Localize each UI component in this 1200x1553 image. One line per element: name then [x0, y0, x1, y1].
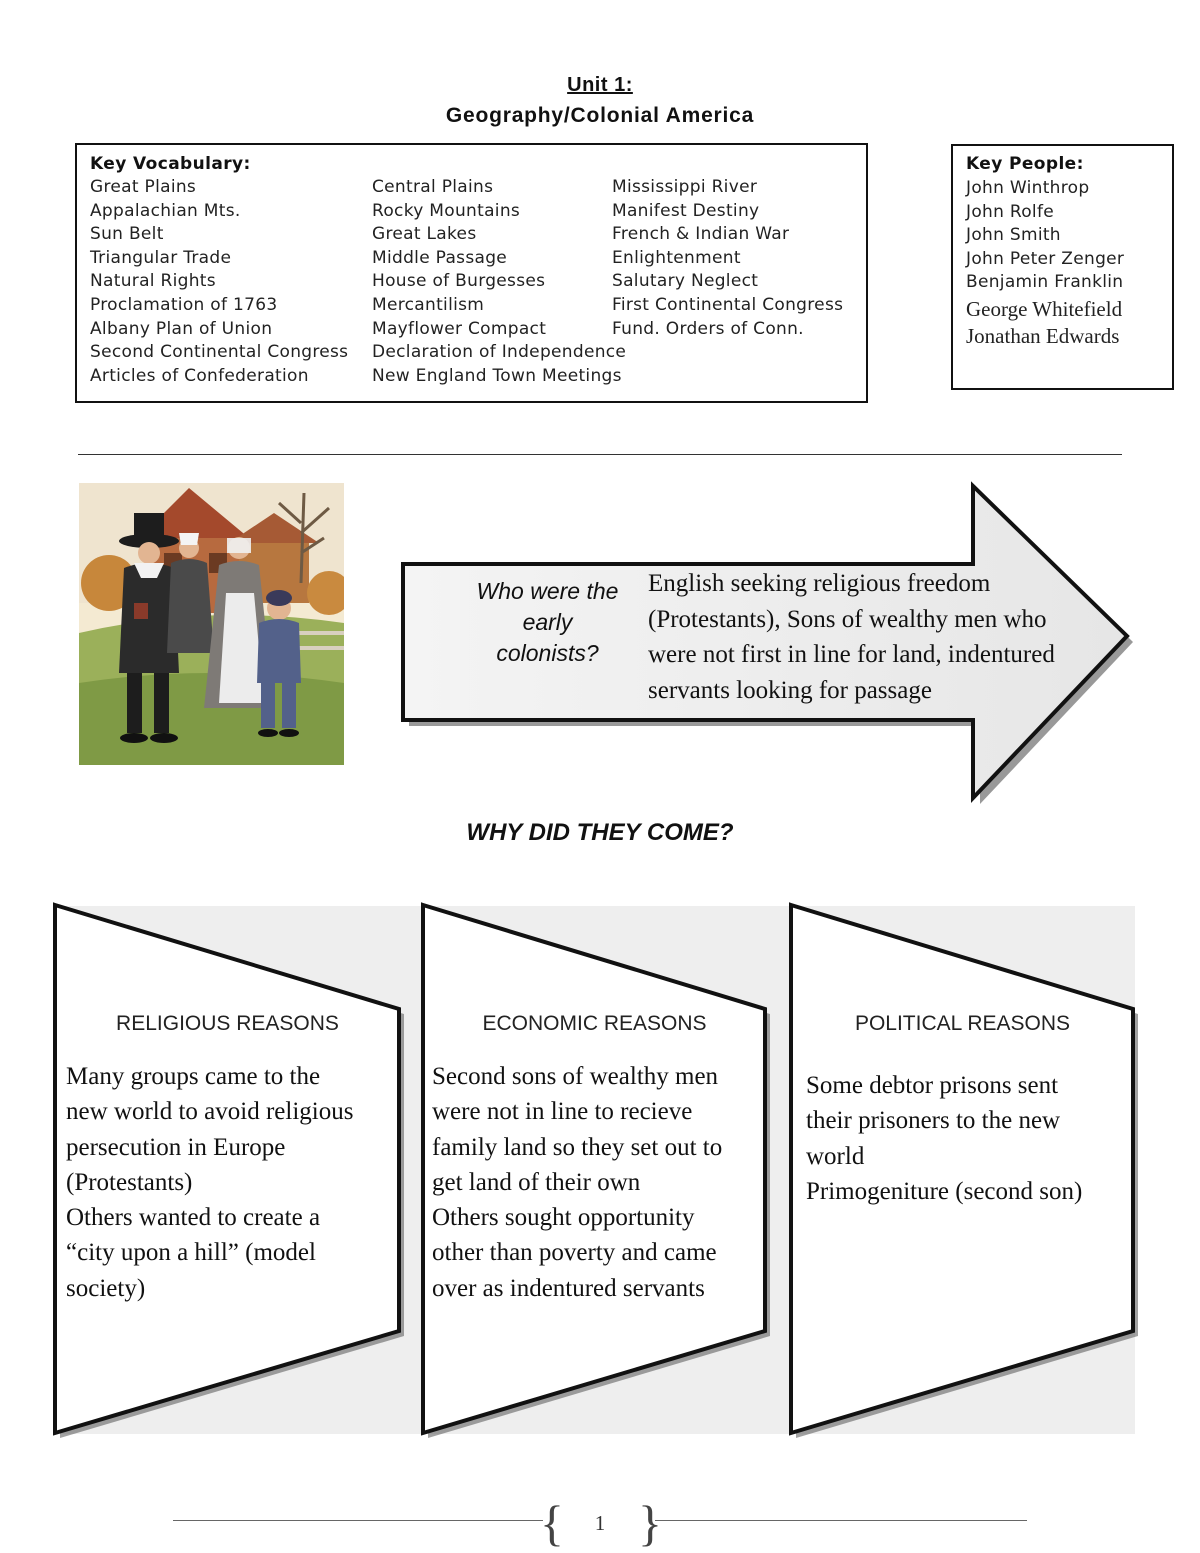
person-name: George Whitefield [966, 297, 1123, 321]
answer-line: were not first in line for land, indentured [648, 641, 1055, 668]
reason-line: were not in line to recieve [432, 1098, 693, 1126]
vocab-term: Sun Belt [90, 224, 164, 245]
vocab-term: Rocky Mountains [372, 200, 521, 221]
person-name: Benjamin Franklin [966, 272, 1124, 293]
reason-line: Primogeniture (second son) [806, 1177, 1083, 1205]
answer-line: English seeking religious freedom [648, 570, 991, 597]
person-name: John Peter Zenger [966, 248, 1125, 269]
vocab-term: Appalachian Mts. [90, 200, 241, 221]
unit-title: Unit 1: [567, 74, 633, 96]
question-line: Who were the [476, 578, 619, 604]
answer-line: servants looking for passage [648, 676, 932, 704]
vocab-term: House of Burgesses [372, 271, 546, 292]
reason-line: family land so they set out to [432, 1133, 723, 1161]
reason-line: other than poverty and came [432, 1239, 717, 1267]
page-number: 1 [594, 1511, 606, 1535]
religious-reasons-heading: RELIGIOUS REASONS [116, 1012, 339, 1035]
religious-reasons-text [66, 1059, 396, 1306]
reason-line: Others sought opportunity [432, 1204, 695, 1232]
economic-reasons-heading: ECONOMIC REASONS [482, 1012, 707, 1035]
vocab-term: Fund. Orders of Conn. [612, 318, 804, 339]
right-brace-icon: } [638, 1495, 662, 1551]
reason-line: get land of their own [432, 1168, 641, 1196]
reason-line: world [806, 1142, 865, 1170]
reason-line: over as indentured servants [432, 1274, 705, 1302]
vocab-term: Salutary Neglect [612, 271, 759, 292]
vocab-term: Articles of Confederation [90, 365, 309, 386]
vocab-term: Manifest Destiny [612, 200, 760, 221]
reason-line: Others wanted to create a [66, 1204, 321, 1232]
political-reasons-heading: POLITICAL REASONS [854, 1012, 1071, 1035]
unit-subject: Geography/Colonial America [445, 104, 755, 127]
vocab-term: Proclamation of 1763 [90, 294, 278, 315]
why-did-they-come-heading: WHY DID THEY COME? [466, 819, 734, 846]
reason-line: their prisoners to the new [806, 1107, 1061, 1135]
vocab-term: Natural Rights [90, 271, 216, 292]
person-name: Jonathan Edwards [966, 324, 1120, 348]
vocab-term: Mississippi River [612, 177, 758, 197]
political-reasons-text [806, 1068, 1126, 1209]
vocab-term: New England Town Meetings [372, 365, 622, 386]
vocab-term: Enlightenment [612, 247, 741, 268]
reason-line: society) [66, 1274, 146, 1302]
vocab-term: Albany Plan of Union [90, 318, 273, 339]
answer-line: (Protestants), Sons of wealthy men who [648, 605, 1047, 633]
reason-line: Some debtor prisons sent [806, 1072, 1059, 1099]
person-name: John Smith [966, 225, 1061, 246]
reason-line: “city upon a hill” (model [66, 1239, 316, 1267]
footer-rule-left [173, 1520, 543, 1521]
footer-rule-right [655, 1520, 1027, 1521]
vocab-term: First Continental Congress [612, 294, 844, 315]
person-name: John Winthrop [966, 178, 1090, 198]
question-line: early [522, 609, 573, 635]
vocab-term: French & Indian War [612, 224, 790, 245]
vocab-term: Triangular Trade [90, 247, 232, 268]
left-brace-icon: { [540, 1495, 564, 1551]
reason-line: persecution in Europe [66, 1133, 286, 1161]
reason-line: Second sons of wealthy men [432, 1063, 719, 1090]
vocab-term: Mercantilism [372, 294, 485, 315]
vocab-term: Declaration of Independence [372, 342, 627, 363]
reason-line: (Protestants) [66, 1168, 193, 1196]
vocab-term: Great Lakes [372, 224, 477, 245]
reason-line: Many groups came to the [66, 1063, 321, 1090]
reason-line: new world to avoid religious [66, 1098, 354, 1126]
key-people-heading: Key People: [966, 154, 1084, 174]
question-line: colonists? [496, 640, 599, 666]
person-name: John Rolfe [966, 201, 1054, 222]
vocab-term: Middle Passage [372, 247, 508, 268]
vocab-term: Mayflower Compact [372, 318, 547, 339]
key-vocabulary-heading: Key Vocabulary: [90, 154, 251, 174]
economic-reasons-text [432, 1059, 762, 1306]
vocab-term: Great Plains [90, 177, 197, 197]
vocab-term: Central Plains [372, 177, 494, 197]
vocab-term: Second Continental Congress [90, 342, 349, 363]
